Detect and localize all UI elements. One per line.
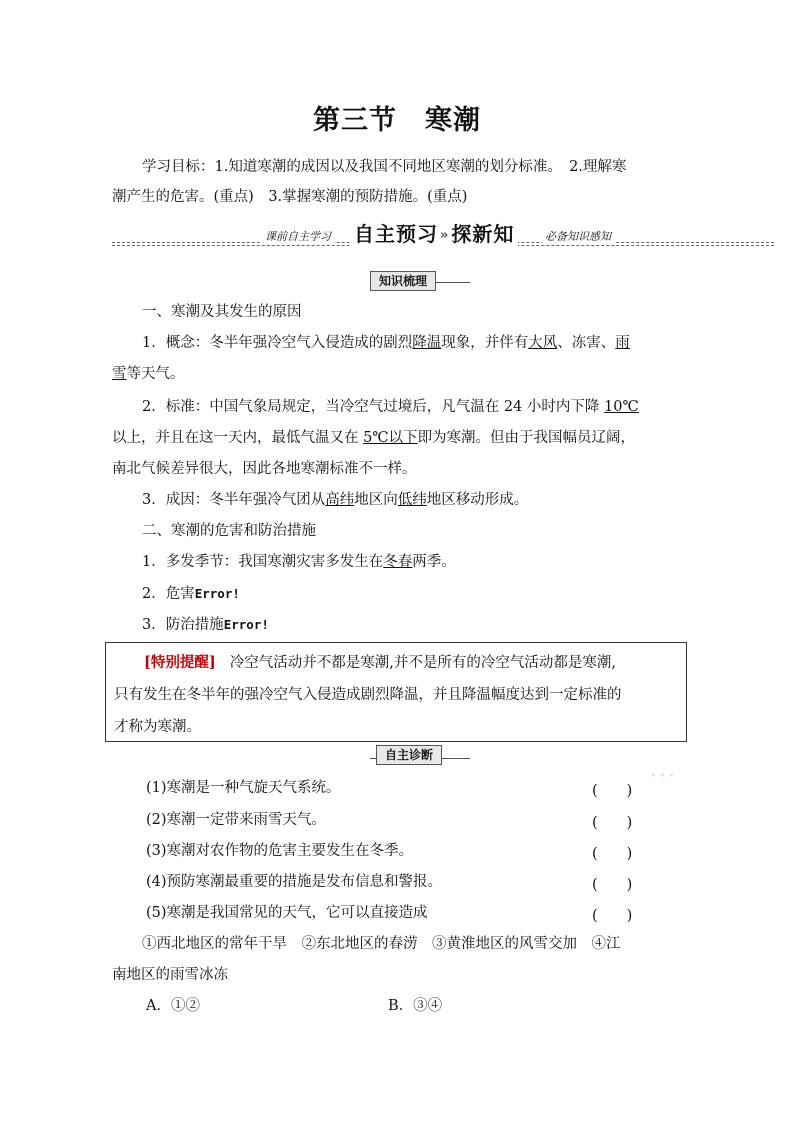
harm-text: 2．危害 [142, 586, 195, 602]
title-section-number: 第三节 [313, 105, 397, 136]
cause-text-a: 3．成因：冬半年强冷气团从 [142, 492, 326, 508]
tip-line-2: 只有发生在冬半年的强冷空气入侵造成剧烈降温，并且降温幅度达到一定标准的 [114, 687, 622, 703]
cause-underline-1: 高纬 [325, 492, 355, 508]
goals-line-1: 学习目标：1.知道寒潮的成因以及我国不同地区寒潮的划分标准。 2.理解寒 [142, 159, 627, 175]
standard-underline-1: 10℃ [604, 399, 639, 415]
harm-item [112, 578, 684, 610]
standard-underline-2: 5℃以下 [363, 430, 418, 446]
banner-left-label: 课前自主学习 [262, 228, 334, 244]
double-arrow-icon: » [440, 228, 450, 243]
answer-blank-5: ( ) [592, 908, 633, 924]
cause-underline-2: 低纬 [397, 492, 427, 508]
special-tip-box [105, 642, 687, 742]
concept-underline-1: 降温 [412, 335, 442, 351]
standard-text-line3: 南北气候差异很大，因此各地寒潮标准不一样。 [112, 461, 417, 477]
section1-heading [112, 297, 684, 328]
banner-main-part1: 自主预习 [354, 222, 438, 246]
answer-blank-3: ( ) [592, 846, 633, 862]
prevention-text: 3．防治措施 [142, 617, 224, 633]
concept-underline-4: 雪 [112, 366, 127, 382]
choice-a: A．①② [146, 998, 200, 1014]
concept-text-a: 1．概念：冬半年强冷空气入侵造成的剧烈 [142, 335, 413, 351]
answer-blank-1: ( ) [592, 783, 633, 799]
season-underline: 冬春 [383, 554, 413, 570]
season-text-b: 两季。 [412, 554, 456, 570]
concept-text-c: 、冻害、 [557, 335, 616, 351]
page-title [0, 98, 794, 137]
standard-text-line2a: 以上，并且在这一天内，最低气温又在 [112, 430, 364, 446]
question-3: (3)寒潮对农作物的危害主要发生在冬季。 [146, 843, 414, 859]
answer-blank-4: ( ) [592, 877, 633, 893]
q5-options-line-1: ①西北地区的常年干旱 ②东北地区的春涝 ③黄淮地区的风雪交加 ④江 [142, 936, 621, 952]
watermark: ··· [650, 764, 677, 789]
banner-main-part2: 探新知 [451, 222, 515, 246]
prevention-item [112, 609, 684, 641]
title-topic: 寒潮 [425, 105, 481, 136]
season-text-a: 1．多发季节：我国寒潮灾害多发生在 [142, 554, 384, 570]
tip-label: [特别提醒] [144, 654, 216, 671]
concept-item [112, 328, 684, 390]
diagnosis-tag: 自主诊断 [376, 745, 442, 765]
q5-options-line-2: 南地区的雨雪冰冻 [112, 967, 228, 983]
tip-line-1: 冷空气活动并不都是寒潮,并不是所有的冷空气活动都是寒潮, [229, 655, 616, 671]
section2-heading-text: 二、寒潮的危害和防治措施 [142, 523, 316, 539]
section1-heading-text: 一、寒潮及其发生的原因 [142, 304, 302, 320]
banner-right-label: 必备知识感知 [542, 228, 614, 244]
cause-item [112, 485, 684, 516]
section-banner [112, 218, 774, 252]
concept-underline-3: 雨 [615, 335, 630, 351]
question-2: (2)寒潮一定带来雨雪天气。 [146, 812, 327, 828]
concept-underline-2: 大风 [528, 335, 558, 351]
concept-text-b: 现象，并伴有 [441, 335, 529, 351]
cause-text-b: 地区向 [354, 492, 398, 508]
section2-heading [112, 516, 684, 547]
learning-goals [112, 152, 684, 212]
answer-blank-2: ( ) [592, 815, 633, 831]
season-item [112, 547, 684, 578]
question-1: (1)寒潮是一种气旋天气系统。 [146, 780, 341, 796]
concept-text-line2: 等天气。 [126, 366, 185, 382]
prevention-error-text: Error! [223, 617, 269, 632]
choice-b: B．③④ [388, 998, 443, 1014]
goals-line-2: 潮产生的危害。(重点) 3.掌握寒潮的预防措施。(重点) [112, 189, 468, 205]
banner-main-title [350, 218, 518, 247]
standard-text-a: 2．标准：中国气象局规定，当冷空气过境后，凡气温在 24 小时内下降 [142, 399, 605, 415]
standard-item [112, 392, 684, 485]
knowledge-tag: 知识梳理 [370, 271, 436, 291]
harm-error-text: Error! [194, 586, 240, 601]
question-5: (5)寒潮是我国常见的天气，它可以直接造成 [146, 905, 428, 921]
question-4: (4)预防寒潮最重要的措施是发布信息和警报。 [146, 874, 443, 890]
tip-line-3: 才称为寒潮。 [114, 719, 201, 735]
standard-text-line2b: 即为寒潮。但由于我国幅员辽阔， [417, 430, 636, 446]
question-5-options [112, 929, 684, 991]
cause-text-c: 地区移动形成。 [426, 492, 529, 508]
